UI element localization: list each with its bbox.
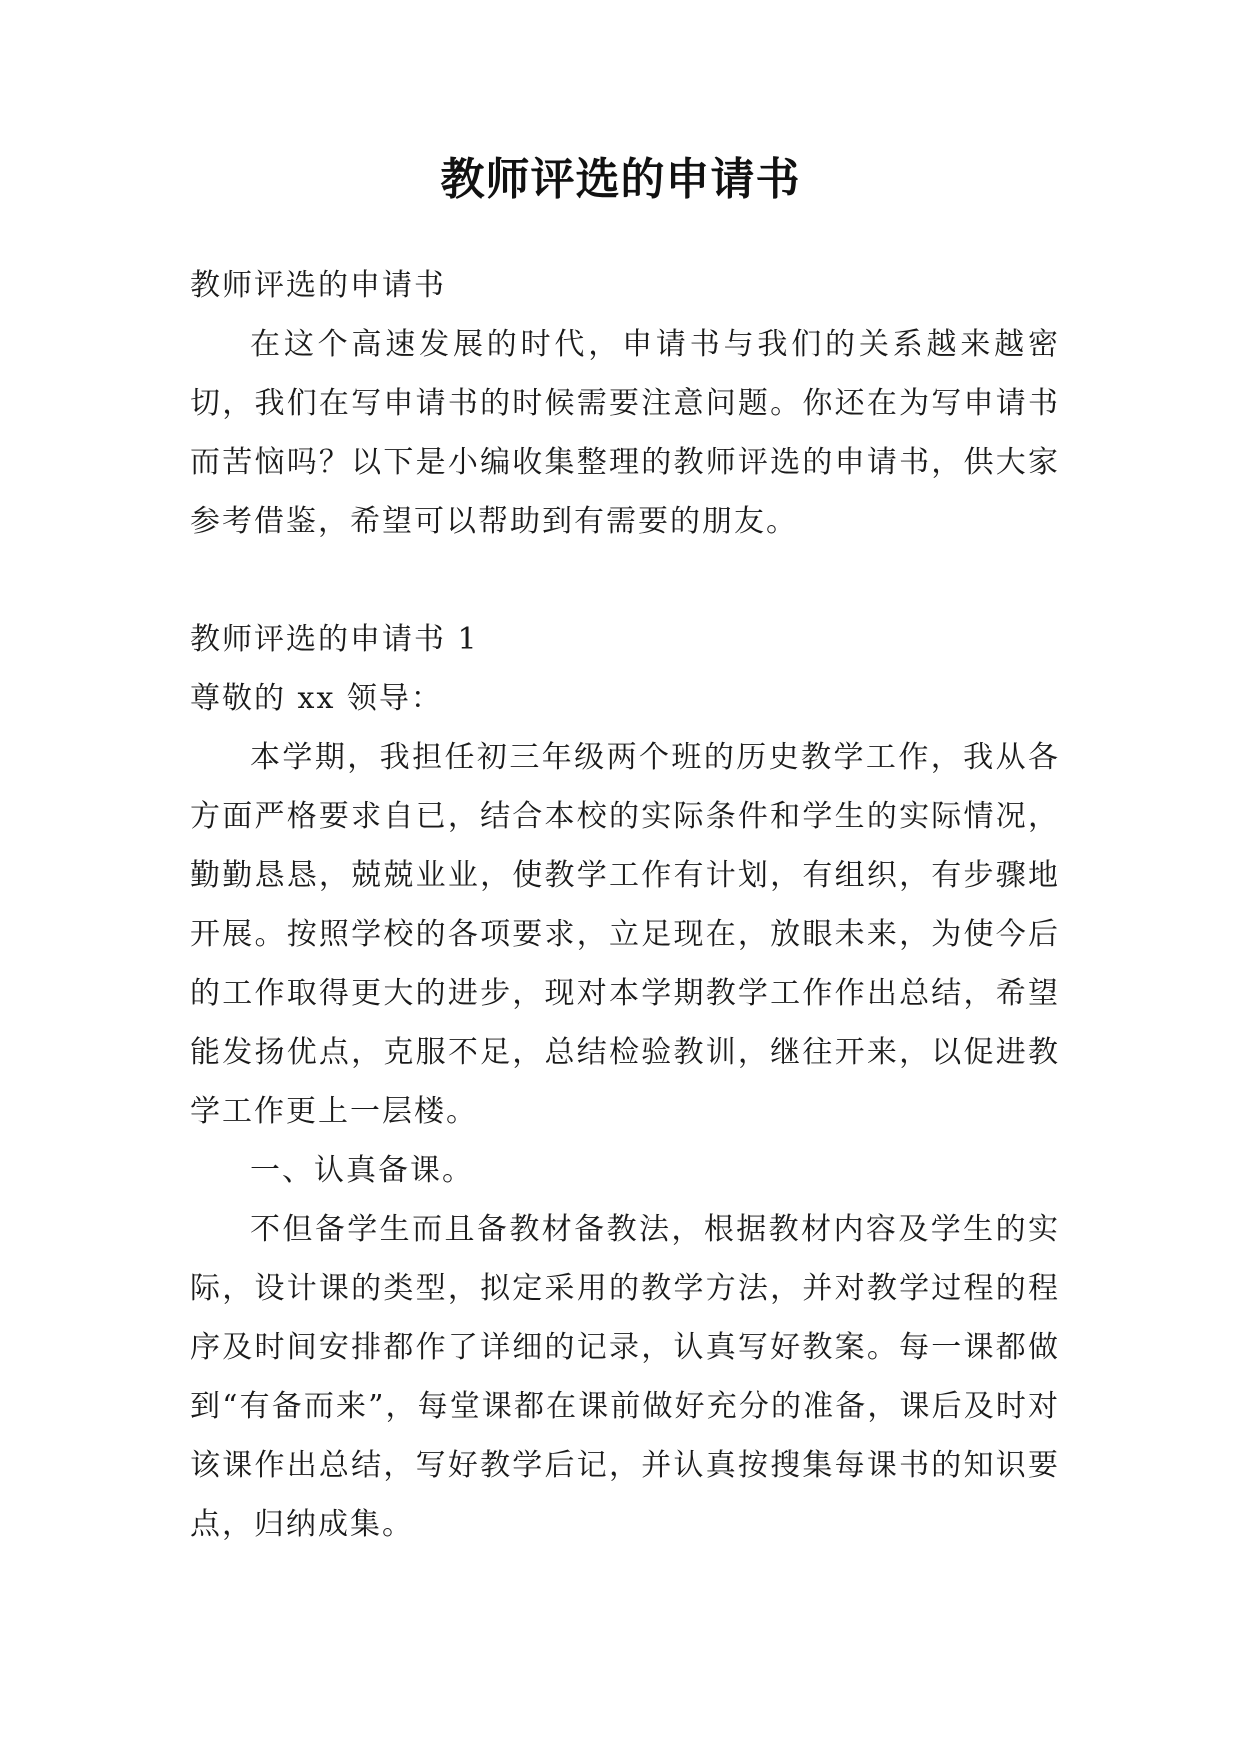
heading-prepare-lessons: 一、认真备课。 <box>250 1153 474 1188</box>
intro-paragraph: 在这个高速发展的时代，申请书与我们的关系越来越密切，我们在写申请书的时候需要注意问题。你还在为写申请书而苦恼吗？以下是小编收集整理的教师评选的申请书，供大家参考借鉴，希望可以帮助到有需要的朋友。 <box>190 327 1060 539</box>
section-title: 教师评选的申请书 1 <box>190 622 479 657</box>
salutation: 尊敬的 xx 领导： <box>190 681 443 716</box>
document-body <box>190 256 1060 1554</box>
section-spacer <box>190 551 1060 610</box>
document-subtitle: 教师评选的申请书 <box>190 268 446 303</box>
document-title: 教师评选的申请书 <box>440 154 801 205</box>
body-paragraph-2: 不但备学生而且备教材备教法，根据教材内容及学生的实际，设计课的类型，拟定采用的教学方法，并对教学过程的程序及时间安排都作了详细的记录，认真写好教案。每一课都做到“有备而来”，每堂课都在课前做好充分的准备，课后及时对该课作出总结，写好教学后记，并认真按搜集每课书的知识要点，归纳成集。 <box>190 1212 1060 1542</box>
body-paragraph-1: 本学期，我担任初三年级两个班的历史教学工作，我从各方面严格要求自已，结合本校的实际条件和学生的实际情况，勤勤恳恳，兢兢业业，使教学工作有计划，有组织，有步骤地开展。按照学校的各项要求，立足现在，放眼未来，为使今后的工作取得更大的进步，现对本学期教学工作作出总结，希望能发扬优点，克服不足，总结检验教训，继往开来，以促进教学工作更上一层楼。 <box>190 740 1060 1129</box>
